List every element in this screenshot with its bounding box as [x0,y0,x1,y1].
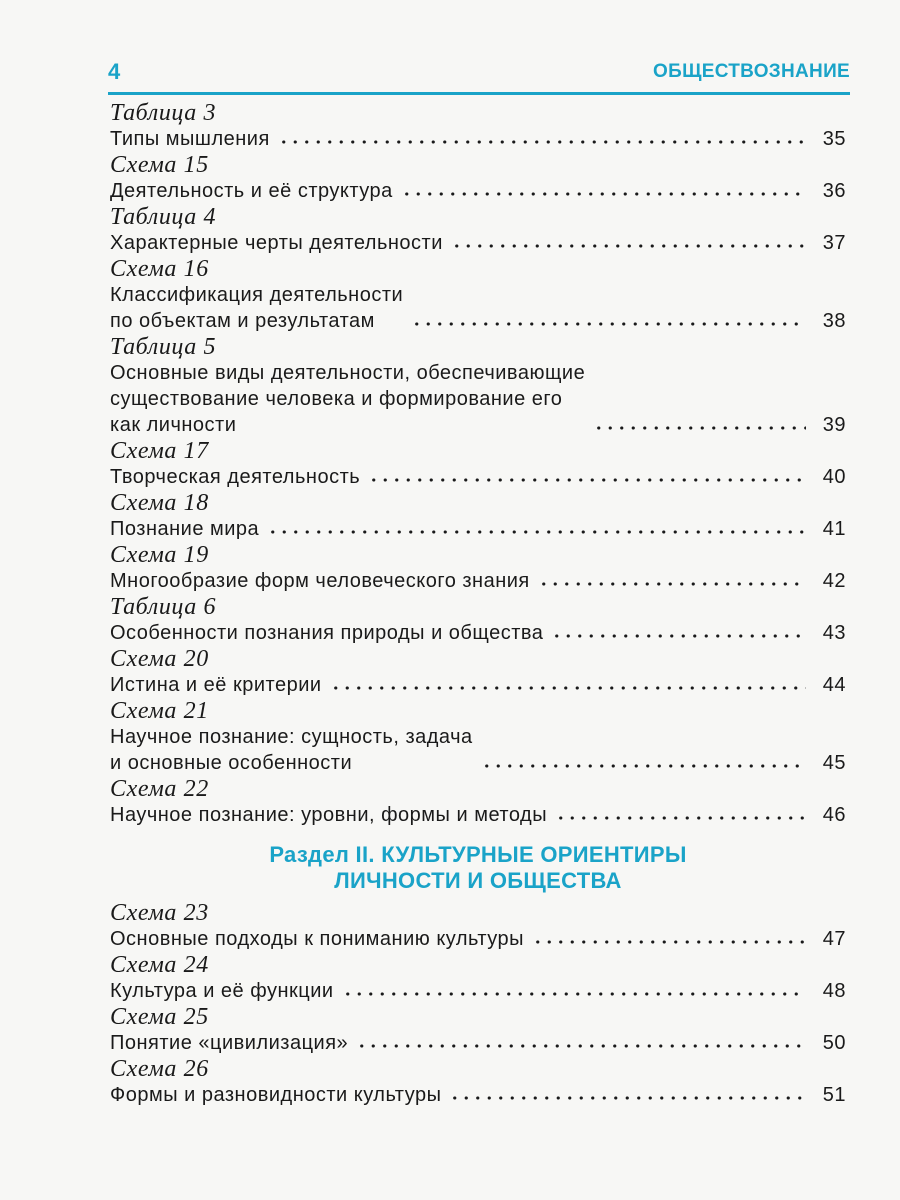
toc-entry [110,672,846,698]
toc-entry-label: Схема 18 [110,490,209,516]
toc-entry-title: Понятие «цивилизация» [110,1032,349,1054]
toc-entry [110,464,846,490]
toc-entry [110,516,846,542]
dot-leader [356,1044,806,1048]
dot-leader [481,764,806,768]
toc-entry-label: Схема 26 [110,1056,209,1082]
toc-entry-title: Творческая деятельность [110,466,361,488]
toc-entry [110,1082,846,1108]
dot-leader [538,582,806,586]
toc-entry-title: Классификация деятельности по объектам и результатам [110,284,404,332]
toc-entry [110,178,846,204]
toc-entry-page: 39 [822,414,846,436]
dot-leader [451,244,806,248]
toc-entry-title: Многообразие форм человеческого знания [110,570,530,592]
dot-leader [342,992,806,996]
toc-entry-page: 43 [822,622,846,644]
section-heading-line-1: Раздел II. КУЛЬТУРНЫЕ ОРИЕНТИРЫ [269,842,687,867]
section-heading [110,842,846,894]
toc-entry [110,926,846,952]
page-number: 4 [108,59,121,84]
toc-entry-label: Таблица 5 [110,334,217,360]
toc-entry-page: 48 [822,980,846,1002]
toc-entry-page: 41 [822,518,846,540]
toc-entry-title: Основные виды деятельности, обеспечивающие существование человека и формирование его как личности [110,362,586,436]
toc-entry-page: 42 [822,570,846,592]
toc-entry-label: Схема 24 [110,952,209,978]
toc-list-before-section [110,100,846,828]
toc-entry-label: Схема 17 [110,438,209,464]
dot-leader [593,426,806,430]
dot-leader [555,816,806,820]
toc-entry-page: 37 [822,232,846,254]
toc-entry-label: Схема 22 [110,776,209,802]
toc-entry [110,724,846,776]
toc-entry-title: Научное познание: сущность, задача и основные особенности [110,726,473,774]
dot-leader [368,478,806,482]
toc-entry-page: 50 [822,1032,846,1054]
toc-entry-page: 36 [822,180,846,202]
page-header [108,56,850,88]
toc-entry-page: 38 [822,310,846,332]
dot-leader [532,940,806,944]
toc-entry-title: Особенности познания природы и общества [110,622,544,644]
toc-entry-label: Схема 23 [110,900,209,926]
dot-leader [449,1096,806,1100]
toc-entry [110,360,846,438]
toc-entry-page: 45 [822,752,846,774]
toc-entry-title: Научное познание: уровни, формы и методы [110,804,548,826]
toc-entry [110,620,846,646]
toc-list-after-section [110,900,846,1108]
toc-entry [110,282,846,334]
toc-entry-title: Деятельность и её структура [110,180,393,202]
toc-entry-page: 44 [822,674,846,696]
toc-entry-title: Культура и её функции [110,980,334,1002]
toc-entry-title: Познание мира [110,518,260,540]
dot-leader [401,192,806,196]
dot-leader [278,140,806,144]
toc-entry-label: Схема 20 [110,646,209,672]
toc-entry [110,1030,846,1056]
toc-entry-label: Таблица 3 [110,100,217,126]
toc-entry-page: 47 [822,928,846,950]
toc-entry-label: Таблица 4 [110,204,217,230]
dot-leader [330,686,806,690]
toc-entry-label: Схема 19 [110,542,209,568]
toc-entry [110,126,846,152]
toc-entry [110,978,846,1004]
toc-entry-label: Схема 21 [110,698,209,724]
dot-leader [267,530,806,534]
toc-entry-label: Схема 16 [110,256,209,282]
header-rule [108,92,850,95]
dot-leader [551,634,806,638]
toc-entry-label: Схема 15 [110,152,209,178]
toc-entry [110,802,846,828]
toc-entry-title: Характерные черты деятельности [110,232,443,254]
toc-entry-label: Схема 25 [110,1004,209,1030]
toc-entry-title: Истина и её критерии [110,674,322,696]
toc-entry-label: Таблица 6 [110,594,217,620]
toc-entry-title: Основные подходы к пониманию культуры [110,928,525,950]
toc-entry [110,568,846,594]
toc-entry-page: 40 [822,466,846,488]
toc-entry-page: 51 [822,1084,846,1106]
toc-entry-title: Типы мышления [110,128,270,150]
section-heading-line-2: ЛИЧНОСТИ И ОБЩЕСТВА [334,868,622,893]
dot-leader [411,322,806,326]
toc-entry [110,230,846,256]
running-title: ОБЩЕСТВОЗНАНИЕ [653,61,850,82]
table-of-contents [110,100,846,1108]
toc-entry-page: 46 [822,804,846,826]
toc-entry-title: Формы и разновидности культуры [110,1084,442,1106]
toc-entry-page: 35 [822,128,846,150]
